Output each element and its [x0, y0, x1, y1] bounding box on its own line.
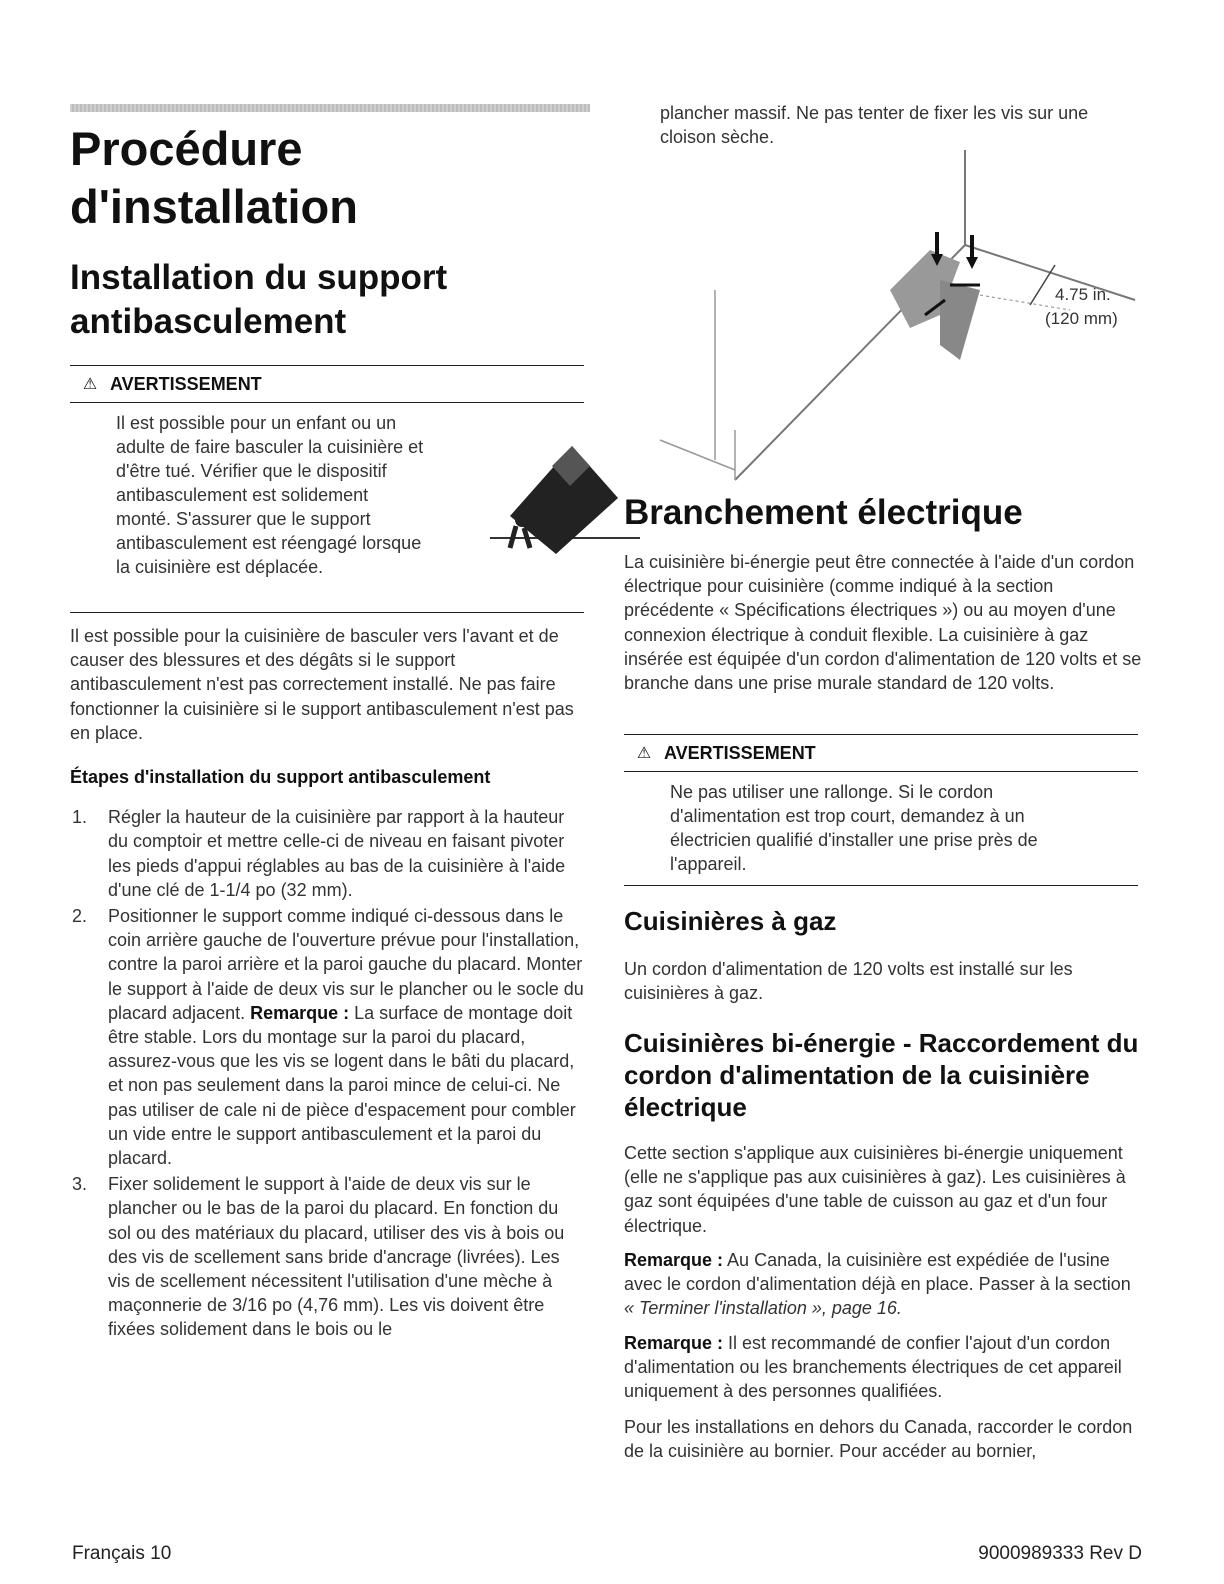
gas-title: Cuisinières à gaz: [624, 906, 837, 936]
footer-page-label: Français 10: [72, 1543, 172, 1564]
page-title: Procédure d'installation: [70, 122, 358, 233]
continued-text: plancher massif. Ne pas tenter de fixer les vis sur une cloison sèche.: [660, 103, 1089, 148]
electrical-paragraph: La cuisinière bi-énergie peut être connectée à l'aide d'un cordon électrique pour cuisinière (comme indiqué à la section précédente « Spécifications électriques ») ou au moyen d'une connexion électrique à conduit flexible. La cuisinière à gaz insérée est équipée d'un cordon d'alimentation de 120 volts et se branche dans une prise murale standard de 120 volts.: [624, 552, 1142, 694]
warning-triangle-icon: ⚠: [82, 376, 98, 393]
warning-text: Ne pas utiliser une rallonge. Si le cordon d'alimentation est trop court, demandez à un électricien qualifié d'installer une prise près de l'appareil.: [670, 782, 1038, 874]
warning-text: Il est possible pour un enfant ou un adulte de faire basculer la cuisinière et d'être tué. Vérifier que le dispositif antibasculement est solidement monté. S'assurer que le support antibasculement est réengagé lorsque la cuisinière est déplacée.: [116, 413, 424, 577]
list-item: 1. Régler la hauteur de la cuisinière par rapport à la hauteur du comptoir et mettre celle-ci de niveau en faisant pivoter les pieds d'appui réglables au bas de la cuisinière à l'aide d'une clé de 1-1/4 po (32 mm).: [72, 807, 566, 900]
note-qualified: Remarque : Il est recommandé de confier l'ajout d'un cordon d'alimentation ou les branchements électriques de cet appareil uniquement à des personnes qualifiées.: [624, 1333, 1122, 1402]
right-column: [624, 101, 1144, 149]
warning-triangle-icon: ⚠: [636, 745, 652, 762]
warning-box-extension: [624, 734, 1138, 886]
dual-fuel-title: Cuisinières bi-énergie - Raccordement du cordon d'alimentation de la cuisinière électrique: [624, 1028, 1139, 1122]
dual-fuel-paragraph: Cette section s'applique aux cuisinières bi-énergie uniquement (elle ne s'applique pas aux cuisinières à gaz). Les cuisinières à gaz sont équipées d'une table de cuisson au gaz et d'un four électrique.: [624, 1143, 1126, 1236]
list-item: 2. Positionner le support comme indiqué ci-dessous dans le coin arrière gauche de l'ouverture prévue pour l'installation, contre la paroi arrière et la paroi gauche du placard. Monter le support à l'aide de deux vis sur le plancher ou le socle du placard adjacent. Remarque : La surface de montage doit être stable. Lors du montage sur la paroi du placard, assurez-vous que les vis se logent dans le bâti du placard, et non pas seulement dans la paroi mince de celui-ci. Ne pas utiliser de cale ni de pièce d'espacement pour combler un vide entre le support antibasculement et la paroi du placard.: [72, 906, 584, 1169]
title-rule: [70, 104, 590, 112]
dimension-mm: (120 mm): [1045, 309, 1118, 328]
note-canada: Remarque : Au Canada, la cuisinière est expédiée de l'usine avec le cordon d'alimentation déjà en place. Passer à la section « Terminer l'installation », page 16.: [624, 1250, 1131, 1319]
warning-label: AVERTISSEMENT: [664, 742, 816, 763]
outside-canada-paragraph: Pour les installations en dehors du Canada, raccorder le cordon de la cuisinière au bornier. Pour accéder au bornier,: [624, 1417, 1133, 1462]
anti-tip-bracket-diagram: [640, 150, 1140, 490]
section-title-anti-tip: Installation du support antibasculement: [70, 258, 448, 341]
list-item: 3. Fixer solidement le support à l'aide de deux vis sur le plancher ou le bas de la paroi du placard. En fonction du sol ou des matériaux du placard, utiliser des vis à bois ou des vis de scellement sans bride d'ancrage (livrées). Les vis de scellement nécessitent l'utilisation d'une mèche à maçonnerie de 3/16 po (4,76 mm). Les vis doivent être fixées solidement dans le bois ou le: [72, 1174, 565, 1340]
warning-label: AVERTISSEMENT: [110, 373, 262, 394]
left-column: [70, 624, 584, 1344]
steps-title: Étapes d'installation du support antibasculement: [70, 767, 491, 788]
gas-paragraph: Un cordon d'alimentation de 120 volts est installé sur les cuisinières à gaz.: [624, 959, 1073, 1004]
electrical-title: Branchement électrique: [624, 493, 1023, 532]
footer-doc-number: 9000989333 Rev D: [978, 1543, 1142, 1564]
warning-box-anti-tip: [70, 365, 584, 613]
dimension-inches: 4.75 in.: [1055, 285, 1111, 304]
intro-paragraph: Il est possible pour la cuisinière de basculer vers l'avant et de causer des blessures et des dégâts si le support antibasculement n'est pas correctement installé. Ne pas faire fonctionner la cuisinière si le support antibasculement n'est pas en place.: [70, 626, 574, 743]
steps-list: [70, 805, 584, 1341]
